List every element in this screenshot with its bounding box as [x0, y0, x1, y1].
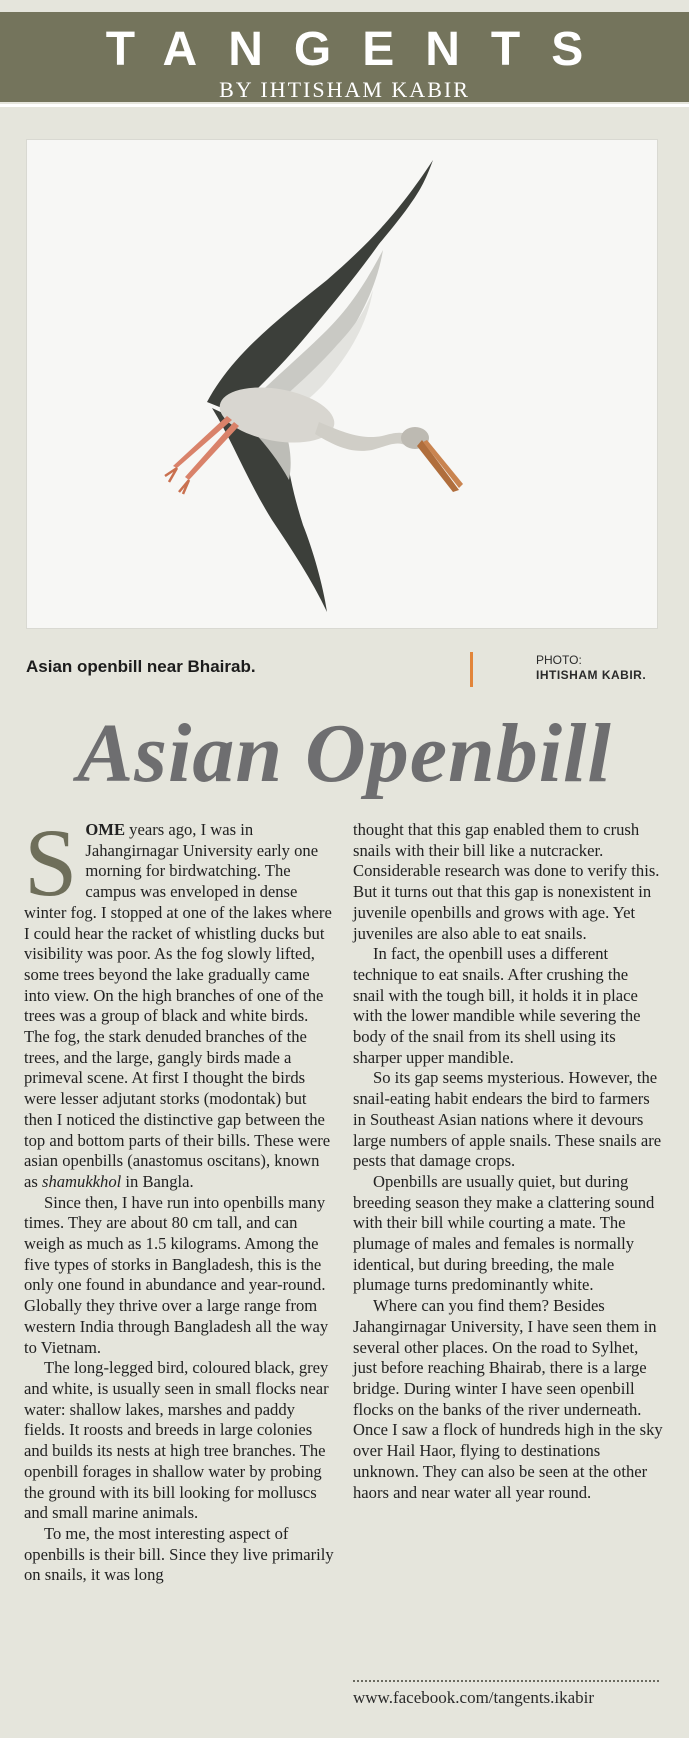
article-headline: Asian Openbill — [77, 707, 612, 800]
photo-credit-name: IHTISHAM KABIR. — [536, 668, 647, 682]
photo-credit-label: PHOTO: — [536, 653, 582, 667]
credit-accent-bar — [470, 652, 473, 687]
article-paragraph — [24, 809, 334, 1193]
paragraph-text: in Bangla. — [121, 1171, 194, 1191]
article-paragraph: thought that this gap enabled them to crush snails with their bill like a nutcracker. Considerable research was done to verify this. But it turns out that this gap is nonexistent in juvenile openbills and grows with age. Yet juveniles are also able to eat snails. — [353, 820, 660, 943]
bird-photo — [26, 139, 658, 629]
article-paragraph: In fact, the openbill uses a different technique to eat snails. After crushing the snail with the tough bill, it holds it in place with the lower mandible while severing the body of the snail from its shell using its sharper upper mandible. — [353, 944, 641, 1067]
bangla-name: shamukkhol — [41, 1171, 122, 1191]
masthead-divider — [0, 104, 689, 107]
dotted-divider — [353, 1680, 659, 1682]
openbill-bird-illustration — [27, 140, 657, 628]
article-paragraph: Where can you find them? Besides Jahangirnagar University, I have seen them in several other places. On the road to Sylhet, just before reaching Bhairab, there is a large bridge. During winter I have seen openbill flocks on the banks of the river underneath. Once I saw a flock of hundreds high in the sky over Hail Haor, flying to destinations unknown. They can also be seen at the other haors and near water all year round. — [353, 1296, 663, 1502]
article-column-left — [24, 809, 334, 1586]
article-paragraph: Openbills are usually quiet, but during breeding season they make a clattering sound with their bill while courting a mate. The plumage of males and females is normally identical, but during breeding, the male plumage turns predominantly white. — [353, 1171, 655, 1295]
byline: BY IHTISHAM KABIR — [219, 77, 470, 102]
article-column-right — [353, 820, 663, 1503]
article-paragraph: To me, the most interesting aspect of openbills is their bill. Since they live primarily on snails, it was long — [24, 1523, 334, 1585]
drop-cap: S — [24, 809, 78, 916]
masthead — [0, 12, 689, 102]
column-title: TANGENTS — [105, 23, 615, 76]
article-paragraph: So its gap seems mysterious. However, the snail-eating habit endears the bird to farmers in Southeast Asian nations where it devours large numbers of apple snails. These snails are pests that damage crops. — [353, 1068, 662, 1171]
lead-word: OME — [85, 820, 126, 839]
article-paragraph: Since then, I have run into openbills many times. They are about 80 cm tall, and can weigh as much as 1.5 kilograms. Among the five types of storks in Bangladesh, this is the only one found in abundance and year-round. Globally they thrive over a large range from western India through Bangladesh all the way to Vietnam. — [24, 1192, 329, 1357]
photo-caption: Asian openbill near Bhairab. — [26, 657, 256, 676]
article-paragraph: The long-legged bird, coloured black, grey and white, is usually seen in small flocks near water: shallow lakes, marshes and paddy fields. It roosts and breeds in large colonies and builds its nests at high tree branches. The openbill forages in shallow water by probing the ground with its bill looking for molluscs and small marine animals. — [24, 1358, 329, 1523]
paragraph-text: years ago, I was in Jahangirnagar University early one morning for birdwatching. The campus was enveloped in dense winter fog. I stopped at one of the lakes where I could hear the racket of whistling ducks but visibility was poor. As the fog slowly lifted, some trees beyond the lake gradually came into view. On the high branches of one of the trees was a group of black and white birds. The fog, the stark denuded branches of the trees, and the large, gangly birds made a primeval scene. At first I thought the birds were lesser adjutant storks (modontak) but then I noticed the distinctive gap between the top and bottom parts of their bills. These were asian openbills (anastomus oscitans), known as — [24, 820, 332, 1191]
photo-credit — [536, 653, 646, 683]
facebook-link[interactable]: www.facebook.com/tangents.ikabir — [353, 1688, 595, 1707]
